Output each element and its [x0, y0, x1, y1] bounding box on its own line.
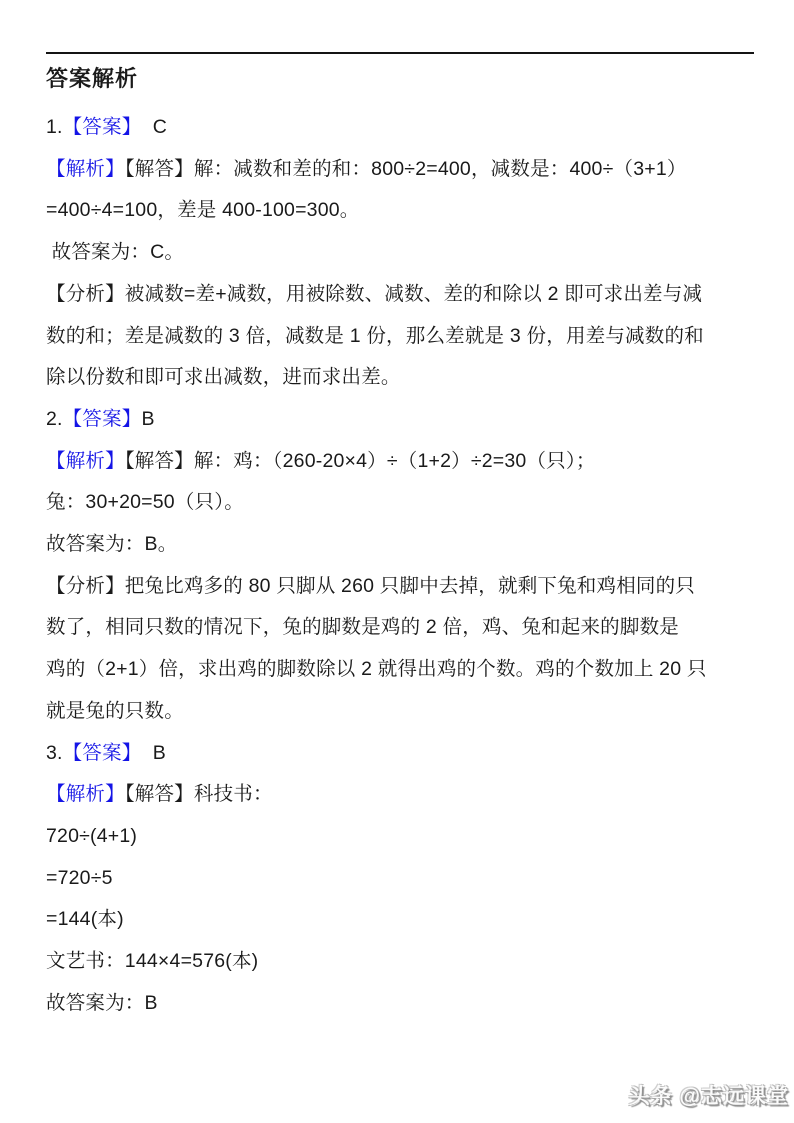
text-segment: 【解答】科技书： — [124, 783, 273, 806]
text-line — [46, 316, 754, 358]
text-segment: 【分析】把兔比鸡多的 80 只脚从 260 只脚中去掉，就剩下兔和鸡相同的只 — [46, 574, 695, 597]
text-segment: B — [141, 741, 166, 764]
text-line — [46, 566, 754, 608]
text-line — [46, 107, 754, 149]
horizontal-rule — [46, 52, 754, 54]
text-segment: 【分析】被减数=差+减数，用被除数、减数、差的和除以 2 即可求出差与减 — [46, 282, 703, 305]
bracket-label: 【解析】 — [46, 783, 125, 806]
text-line — [46, 524, 754, 566]
text-line — [46, 357, 754, 399]
text-segment: 就是兔的只数。 — [46, 699, 184, 722]
text-segment: =144(本) — [46, 908, 124, 931]
text-segment: 1. — [46, 116, 63, 138]
text-segment: 720÷(4+1) — [46, 824, 138, 847]
bracket-label: 【解析】 — [46, 157, 125, 180]
text-line — [46, 649, 754, 691]
text-line — [46, 774, 754, 816]
text-segment: 故答案为：B。 — [46, 533, 178, 556]
bracket-label: 【答案】 — [62, 741, 142, 764]
text-line — [46, 399, 754, 441]
text-line — [46, 190, 754, 232]
text-line — [46, 691, 754, 733]
text-segment: 【解答】解：鸡：（260-20×4）÷（1+2）÷2=30（只）； — [124, 449, 596, 472]
text-segment: 数了，相同只数的情况下，兔的脚数是鸡的 2 倍，鸡、兔和起来的脚数是 — [46, 616, 679, 639]
text-segment: 数的和；差是减数的 3 倍，减数是 1 份，那么差就是 3 份，用差与减数的和 — [46, 324, 704, 347]
text-line — [46, 941, 754, 983]
bracket-label: 【答案】 — [62, 116, 142, 138]
text-line — [46, 899, 754, 941]
text-segment: 故答案为：B — [46, 991, 158, 1014]
text-line — [46, 816, 754, 858]
page-title: 答案解析 — [46, 66, 139, 91]
text-line — [46, 983, 754, 1025]
text-line — [46, 149, 754, 191]
text-segment: B — [141, 407, 155, 430]
text-line — [46, 607, 754, 649]
text-segment: 【解答】解：减数和差的和：800÷2=400，减数是：400÷（3+1） — [124, 157, 687, 180]
text-segment: 文艺书：144×4=576(本) — [46, 950, 259, 973]
text-line — [46, 858, 754, 900]
text-segment: 除以份数和即可求出减数，进而求出差。 — [46, 366, 401, 389]
text-line — [46, 274, 754, 316]
text-segment: 2. — [46, 407, 63, 430]
text-line — [46, 482, 754, 524]
text-segment: C — [141, 116, 168, 138]
text-segment: 故答案为：C。 — [46, 241, 185, 264]
text-segment: 兔：30+20=50（只）。 — [46, 491, 244, 514]
text-segment: 3. — [46, 741, 63, 764]
text-line — [46, 441, 754, 483]
text-line — [46, 733, 754, 775]
text-segment: 鸡的（2+1）倍，求出鸡的脚数除以 2 就得出鸡的个数。鸡的个数加上 20 只 — [46, 658, 707, 681]
text-segment: =400÷4=100，差是 400-100=300。 — [46, 199, 360, 222]
bracket-label: 【答案】 — [62, 407, 142, 430]
watermark-text: 头条 @志远课堂 — [628, 1085, 789, 1108]
text-segment: =720÷5 — [46, 866, 113, 889]
document-content — [46, 0, 754, 1024]
paragraph-list — [46, 107, 754, 1024]
text-line — [46, 232, 754, 274]
bracket-label: 【解析】 — [46, 449, 125, 472]
